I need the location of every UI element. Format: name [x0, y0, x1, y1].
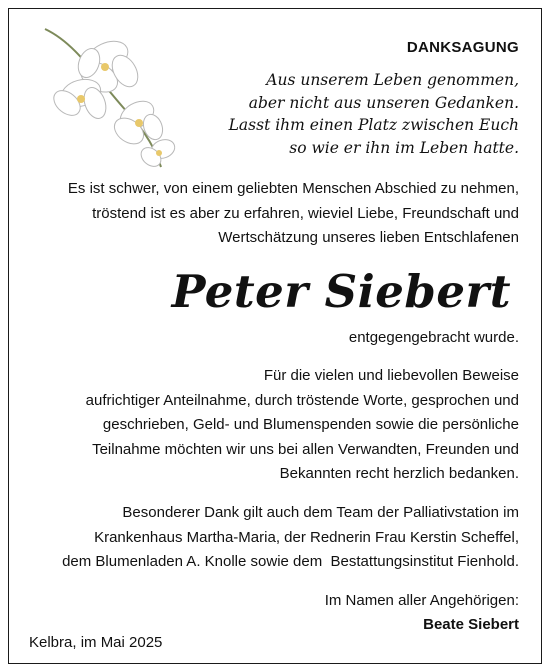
obituary-card — [8, 8, 542, 664]
thanks-line: Teilnahme möchten wir uns bei allen Verwandten, Freunden und — [92, 440, 519, 458]
intro-line: Wertschätzung unseres lieben Entschlafenen — [218, 229, 519, 246]
special-thanks-line: Krankenhaus Martha-Maria, der Rednerin Frau Kerstin Scheffel, — [94, 528, 519, 546]
special-thanks-paragraph — [31, 501, 519, 575]
poem-line: Aus unserem Leben genommen, — [266, 71, 519, 89]
thanks-paragraph — [31, 364, 519, 487]
white-orchid-icon — [37, 19, 187, 169]
signer-name: Beate Siebert — [423, 616, 519, 633]
thanks-line: geschrieben, Geld- und Blumenspenden sowie die persönliche — [102, 416, 519, 433]
intro-paragraph — [31, 177, 519, 251]
poem-line: aber nicht aus unseren Gedanken. — [248, 93, 519, 112]
poem-line: Lasst ihm einen Platz zwischen Euch — [228, 116, 519, 134]
thanks-line: aufrichtiger Anteilnahme, durch tröstende Worte, gesprochen und — [85, 391, 519, 409]
intro-line: Es ist schwer, von einem geliebten Menschen Abschied zu nehmen, — [67, 180, 519, 197]
thanks-line: Für die vielen und liebevollen Beweise — [263, 367, 519, 384]
poem-line: so wie er ihn im Leben hatte. — [289, 138, 519, 157]
heading: DANKSAGUNG — [406, 39, 519, 56]
special-thanks-line: Besonderer Dank gilt auch dem Team der Palliativstation im — [122, 504, 519, 521]
closing-text: Im Namen aller Angehörigen: — [324, 592, 519, 609]
closing-block — [325, 589, 519, 637]
after-name-text: entgegengebracht wurde. — [348, 329, 519, 346]
special-thanks-line: dem Blumenladen A. Knolle sowie dem Bestattungsinstitut Fienhold. — [62, 553, 519, 570]
deceased-name: Peter Siebert — [171, 265, 511, 318]
poem — [179, 69, 519, 159]
place-date: Kelbra, im Mai 2025 — [29, 634, 163, 651]
intro-line: tröstend ist es aber zu erfahren, wieviel Liebe, Freundschaft und — [92, 204, 519, 222]
thanks-line: Bekannten recht herzlich bedanken. — [279, 465, 519, 482]
